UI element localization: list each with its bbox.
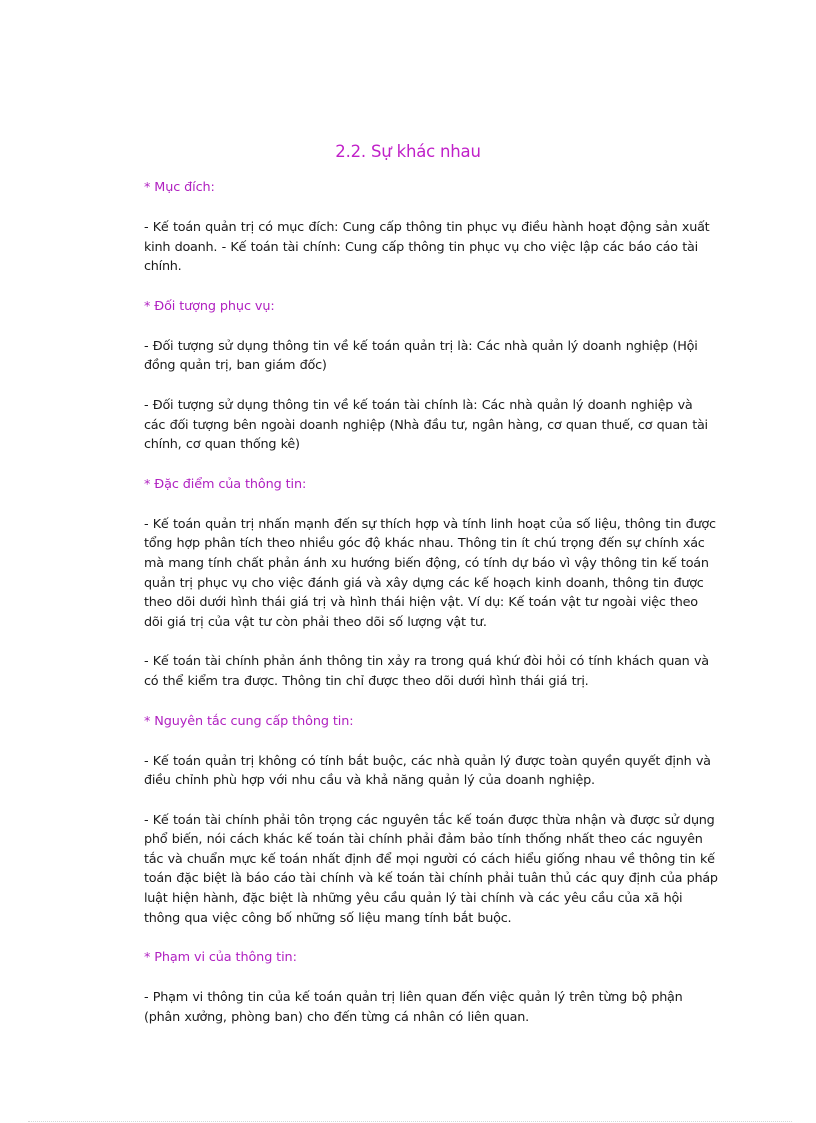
page-title: 2.2. Sự khác nhau — [335, 142, 481, 161]
paragraph: - Đối tượng sử dụng thông tin về kế toán tài chính là: Các nhà quản lý doanh nghiệp và các đối tượng bên ngoài doanh nghiệp (Nhà đầu tư, ngân hàng, cơ quan thuế, cơ quan tài chính, cơ quan thống kê) — [144, 397, 708, 453]
paragraph: - Kế toán quản trị có mục đích: Cung cấp thông tin phục vụ điều hành hoạt động sản xuất kinh doanh. - Kế toán tài chính: Cung cấp thông tin phục vụ cho việc lập các báo cáo tài chính. — [144, 220, 710, 275]
paragraph: - Đối tượng sử dụng thông tin về kế toán quản trị là: Các nhà quản lý doanh nghiệp (Hội đồng quản trị, ban giám đốc) — [144, 338, 698, 374]
section-heading-principles: * Nguyên tắc cung cấp thông tin: — [144, 713, 354, 729]
paragraph: - Kế toán quản trị nhấn mạnh đến sự thích hợp và tính linh hoạt của số liệu, thông tin được tổng hợp phân tích theo nhiều góc độ khác nhau. Thông tin ít chú trọng đến sự chính xác mà mang tính chất phản ánh xu hướng biến động, có tính dự báo vì vậy thông tin kế toán quản trị phục vụ cho việc đánh giá và xây dựng các kế hoạch kinh doanh, thông tin được theo dõi dưới hình thái giá trị và hình thái hiện vật. Ví dụ: Kế toán vật tư ngoài việc theo dõi giá trị của vật tư còn phải theo dõi số lượng vật tư. — [144, 516, 716, 630]
paragraph: - Kế toán tài chính phản ánh thông tin xảy ra trong quá khứ đòi hỏi có tính khách quan và có thể kiểm tra được. Thông tin chỉ được theo dõi dưới hình thái giá trị. — [144, 654, 709, 689]
page-bottom-divider — [28, 1121, 792, 1122]
section-heading-audience: * Đối tượng phục vụ: — [144, 298, 275, 314]
section-heading-information-characteristics: * Đặc điểm của thông tin: — [144, 476, 307, 492]
document-body — [144, 178, 718, 1047]
paragraph: - Phạm vi thông tin của kế toán quản trị liên quan đến việc quản lý trên từng bộ phận (phân xưởng, phòng ban) cho đến từng cá nhân có liên quan. — [144, 990, 683, 1025]
section-heading-purpose: * Mục đích: — [144, 180, 215, 195]
paragraph: - Kế toán quản trị không có tính bắt buộc, các nhà quản lý được toàn quyền quyết định và điều chỉnh phù hợp với nhu cầu và khả năng quản lý của doanh nghiệp. — [144, 753, 711, 789]
section-heading-scope: * Phạm vi của thông tin: — [144, 950, 297, 966]
paragraph: - Kế toán tài chính phải tôn trọng các nguyên tắc kế toán được thừa nhận và được sử dụng phổ biến, nói cách khác kế toán tài chính phải đảm bảo tính thống nhất theo các nguyên tắc và chuẩn mực kế toán nhất định để mọi người có cách hiểu giống nhau về thông tin kế toán đặc biệt là báo cáo tài chính và kế toán tài chính phải tuân thủ các quy định của pháp luật hiện hành, đặc biệt là những yêu cầu quản lý tài chính và các yêu cầu của xã hội thông qua việc công bố những số liệu mang tính bắt buộc. — [144, 812, 718, 926]
